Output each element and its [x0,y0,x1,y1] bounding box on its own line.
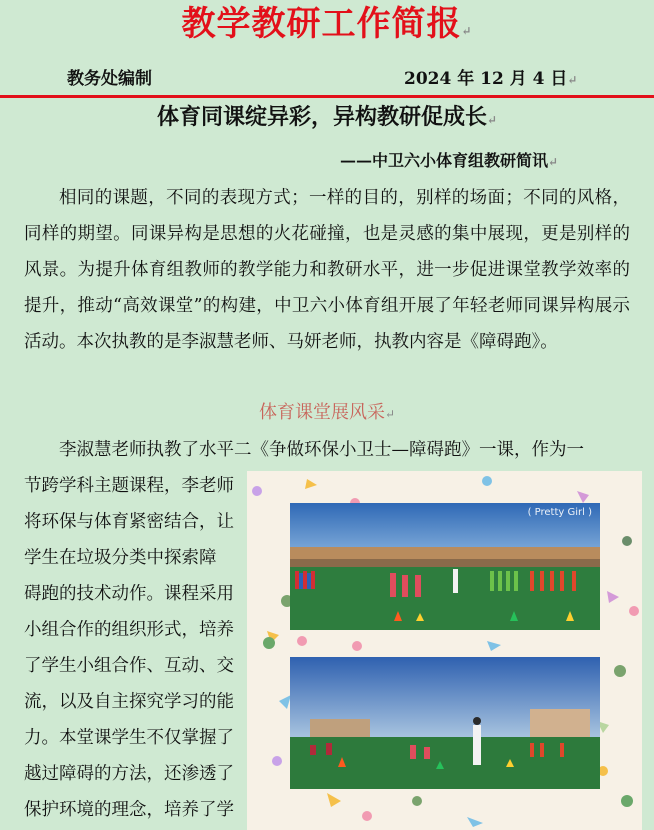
article-byline: ——中卫六小体育组教研简讯↵ [340,151,559,170]
article-headline: 体育同课绽异彩，异构教研促成长↵ [156,104,498,130]
text-line: 将环保与体育紧密结合，让 [24,512,234,532]
text-line: 流，以及自主探究学习的能 [24,692,234,712]
text-line: 越过障碍的方法，还渗透了 [24,764,234,784]
text-line: 节跨学科主题课程，李老师 [24,476,234,496]
page-title: 教学教研工作简报↵ [181,4,473,44]
sports-field-photo-2 [290,657,600,789]
date-label: 2024 年 12 月 4 日↵ [404,69,578,89]
text-line: 碍跑的技术动作。课程采用 [24,584,234,604]
class-photo-1 [290,503,600,630]
text-line: 学生在垃圾分类中探索障 [24,548,217,568]
sports-field-photo-1 [290,503,600,630]
text-line: 小组合作的组织形式，培养 [24,620,234,640]
editor-label: 教务处编制 [67,69,152,89]
intro-paragraph: 相同的课题，不同的表现方式；一样的目的，别样的场面；不同的风格，同样的期望。同课异构是思想的火花碰撞，也是灵感的集中展现，更是别样的风景。为提升体育组教师的教学能力和教研水平，进一步促进课堂教学效率的提升，推动“高效课堂”的构建，中卫六小体育组开展了年轻老师同课异构展示活动。本次执教的是李淑慧老师、马妍老师，执教内容是《障碍跑》。 [24,188,630,352]
photo-caption: ( Pretty Girl ) [527,507,592,518]
class-photo-2 [290,657,600,789]
section-title: 体育课堂展风采↵ [258,402,396,423]
text-line: 了学生小组合作、互动、交 [24,656,234,676]
photo-collage [247,471,642,830]
header-divider [0,95,654,98]
paragraph2-column [24,468,240,828]
text-line: 保护环境的理念，培养了学 [24,800,234,820]
meta-row [0,64,654,88]
text-line: 力。本堂课学生不仅掌握了 [24,728,234,748]
paragraph2-first-line: 李淑慧老师执教了水平二《争做环保小卫士—障碍跑》一课，作为一 [59,440,584,460]
